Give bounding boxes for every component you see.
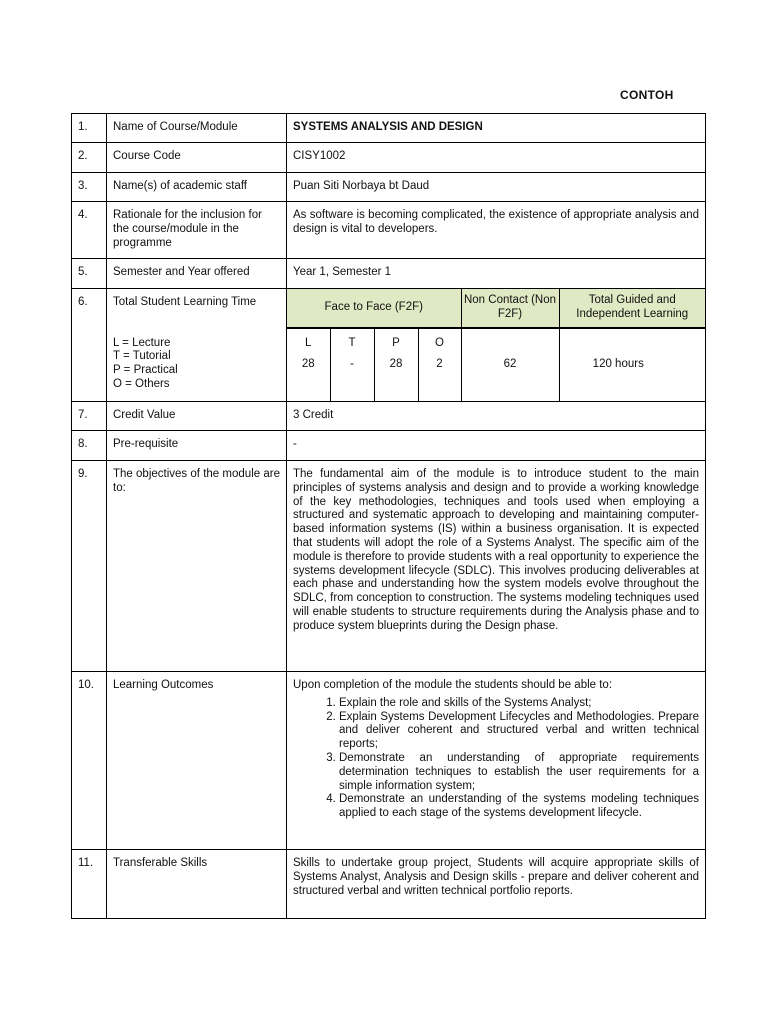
row-number: 11. xyxy=(72,850,107,919)
learning-time-legend xyxy=(107,329,287,402)
learning-outcomes-intro: Upon completion of the module the students should be able to: xyxy=(293,679,613,691)
lecture-cell xyxy=(287,329,330,401)
row-credit xyxy=(72,402,706,431)
row-number: 1. xyxy=(72,114,107,143)
total-hours: 120 hours xyxy=(559,329,705,401)
non-contact-heading: Non Contact (Non F2F) xyxy=(461,289,559,328)
row-label: Name(s) of academic staff xyxy=(107,173,287,202)
legend-tutorial: T = Tutorial xyxy=(113,350,171,363)
course-info-table xyxy=(71,113,706,919)
practical-code: P xyxy=(392,337,400,349)
row-number: 7. xyxy=(72,402,107,431)
row-number: 2. xyxy=(72,143,107,173)
list-item: 4. Demonstrate an understanding of the systems modeling techniques applied to each stage of the systems development lifecycle. xyxy=(339,793,699,821)
row-number: 10. xyxy=(72,672,107,850)
learning-time-values-cell xyxy=(287,329,706,402)
row-number: 5. xyxy=(72,259,107,289)
row-objectives xyxy=(72,461,706,672)
legend-others: O = Others xyxy=(113,377,170,390)
row-label: The objectives of the module are to: xyxy=(107,461,287,672)
academic-staff-value: Puan Siti Norbaya bt Daud xyxy=(287,173,706,202)
legend-lecture: L = Lecture xyxy=(113,336,171,349)
row-label: Transferable Skills xyxy=(107,850,287,919)
list-item: 1. Explain the role and skills of the Systems Analyst; xyxy=(339,697,699,711)
practical-hours: 28 xyxy=(389,357,403,370)
learning-time-values-grid xyxy=(287,329,705,401)
learning-time-header-grid xyxy=(287,289,705,328)
row-course-name xyxy=(72,114,706,143)
row-label: Course Code xyxy=(107,143,287,173)
row-label: Learning Outcomes xyxy=(107,672,287,850)
credit-value: 3 Credit xyxy=(287,402,706,431)
row-label: Semester and Year offered xyxy=(107,259,287,289)
others-hours: 2 xyxy=(436,357,443,370)
row-course-code xyxy=(72,143,706,173)
practical-cell xyxy=(374,329,418,401)
learning-outcomes-list xyxy=(293,697,699,821)
tutorial-cell xyxy=(330,329,374,401)
objectives-value: The fundamental aim of the module is to introduce student to the main principles of systems analysis and design and to provide a working knowledge of the key methodologies, techniques and tools used when employing a structured and systematic approach to developing and maintaining computer-based information systems (IS) within a business organisation. It is expected that students will adopt the role of a Systems Analyst. The specific aim of the module is therefore to provide students with a real opportunity to experience the systems development lifecycle (SDLC). This involves producing deliverables at each phase and understanding how the system models evolve throughout the SDLC, from conception to construction. The systems modeling techniques used will enable students to structure requirements during the Analysis phase and to produce system blueprints during the Design phase. xyxy=(287,461,706,672)
transferable-skills-value: Skills to undertake group project, Students will acquire appropriate skills of Systems Analyst, Analysis and Design skills - prepare and deliver coherent and structured verbal and written technical portfolio reports. xyxy=(287,850,706,919)
row-number: 3. xyxy=(72,173,107,202)
course-name-value: SYSTEMS ANALYSIS AND DESIGN xyxy=(287,114,706,143)
list-item: 2. Explain Systems Development Lifecycles and Methodologies. Prepare and deliver coherent and structured verbal and written technical reports; xyxy=(339,711,699,752)
prerequisite-value: - xyxy=(287,431,706,461)
legend-practical: P = Practical xyxy=(113,364,178,377)
row-transferable-skills xyxy=(72,850,706,919)
row-number: 4. xyxy=(72,202,107,259)
row-learning-time-header xyxy=(72,289,706,329)
list-item: 3. Demonstrate an understanding of appropriate requirements determination techniques to establish the user requirements for a simple information system; xyxy=(339,752,699,793)
others-code: O xyxy=(435,337,444,349)
row-label: Name of Course/Module xyxy=(107,114,287,143)
row-number: 9. xyxy=(72,461,107,672)
row-academic-staff xyxy=(72,173,706,202)
row-label: Pre-requisite xyxy=(107,431,287,461)
document-tag: CONTOH xyxy=(620,88,674,102)
semester-value: Year 1, Semester 1 xyxy=(287,259,706,289)
row-rationale xyxy=(72,202,706,259)
learning-outcomes-cell xyxy=(287,672,706,850)
learning-time-header-cell xyxy=(287,289,706,329)
f2f-heading: Face to Face (F2F) xyxy=(287,289,461,328)
row-learning-outcomes xyxy=(72,672,706,850)
row-semester xyxy=(72,259,706,289)
tutorial-code: T xyxy=(348,337,356,349)
row-prerequisite xyxy=(72,431,706,461)
lecture-hours: 28 xyxy=(301,357,315,370)
row-number: 6. xyxy=(72,289,107,402)
rationale-value: As software is becoming complicated, the existence of appropriate analysis and design is vital to developers. xyxy=(287,202,706,259)
course-code-value: CISY1002 xyxy=(287,143,706,173)
row-label: Credit Value xyxy=(107,402,287,431)
tutorial-hours: - xyxy=(350,357,354,370)
non-contact-hours: 62 xyxy=(461,329,559,401)
row-label: Rationale for the inclusion for the course/module in the programme xyxy=(107,202,287,259)
row-number: 8. xyxy=(72,431,107,461)
row-learning-time-values xyxy=(72,329,706,402)
others-cell xyxy=(418,329,461,401)
lecture-code: L xyxy=(305,337,312,349)
row-label: Total Student Learning Time xyxy=(107,289,287,329)
total-guided-heading: Total Guided and Independent Learning xyxy=(559,289,705,328)
